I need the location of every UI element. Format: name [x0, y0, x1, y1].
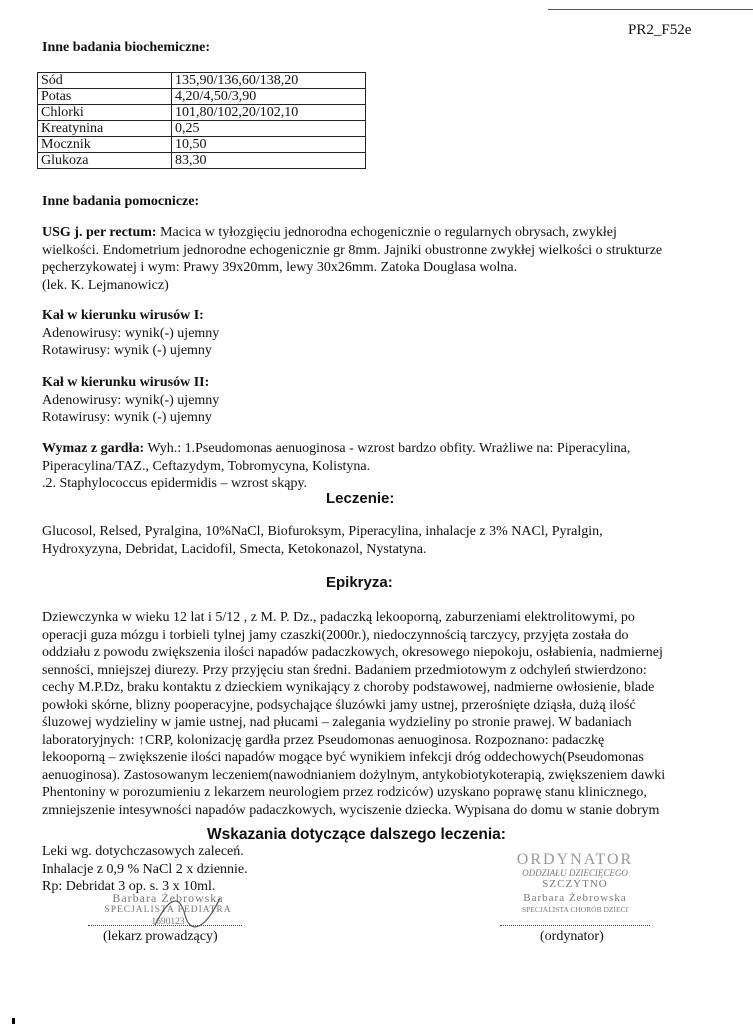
epicrisis-text [42, 609, 742, 819]
biochem-row [38, 153, 366, 169]
epicrisis-line: Phentoniny w porozumieniu z lekarzem neurologiem przez rodziców) uzyskano poprawę stanu klinicznego, [42, 785, 647, 800]
biochem-row [38, 121, 366, 137]
swab-label: Wymaz z gardła: [42, 441, 145, 456]
usg-text-1: Macica w tyłozgięciu jednorodna echogenicznie o regularnych obrysach, zwykłej [156, 225, 617, 240]
biochem-parameter: Kreatynina [38, 121, 172, 137]
biochem-parameter: Chlorki [38, 105, 172, 121]
biochem-row [38, 89, 366, 105]
right-stamp-city: SZCZYTNO [542, 878, 608, 890]
right-stamp-title: ORDYNATOR [516, 851, 634, 868]
throat-swab [42, 440, 722, 493]
biochem-heading: Inne badania biochemiczne: [42, 40, 211, 55]
document-code: PR2_F52e [628, 22, 692, 38]
usg-text-3: pęcherzykowatej i wym: Prawy 39x20mm, lewy 30x26mm. Zatoka Douglasa wolna. [42, 260, 518, 275]
treatment-line-2: Hydroxyzyna, Debridat, Lacidofil, Smecta, Ketokonazol, Nystatyna. [42, 541, 427, 557]
swab-text-3: .2. Staphylococcus epidermidis – wzrost skąpy. [42, 476, 308, 491]
treatment-heading: Leczenie: [326, 490, 395, 507]
treatment-line-1: Glucosol, Relsed, Pyralgina, 10%NaCl, Biofuroksym, Piperacylina, inhalacje z 3% NACl, Pyralgin, [42, 524, 603, 539]
left-stamp-title: SPECJALISTA PEDIATRA [104, 905, 232, 915]
stool-test-2 [42, 374, 219, 427]
epicrisis-heading: Epikryza: [326, 574, 393, 591]
recommendation-line-3: Rp: Debridat 3 op. s. 3 x 10ml. [42, 879, 216, 894]
stool-2-rota: Rotawirusy: wynik (-) ujemny [42, 410, 212, 425]
right-signature-line [500, 925, 650, 926]
epicrisis-line: Dziewczynka w wieku 12 lat i 5/12 , z M. P. Dz., padaczką lekooporną, zaburzeniami elektrolitowymi, po [42, 610, 635, 625]
stool-2-title: Kał w kierunku wirusów II: [42, 375, 210, 390]
left-signature [150, 890, 230, 930]
stool-1-rota: Rotawirusy: wynik (-) ujemny [42, 343, 212, 358]
epicrisis-line: laboratoryjnych: ↑CRP, kolonizację gardła przez Pseudomonas aenuoginosa. Rozpoznano: padaczkę [42, 732, 605, 748]
right-stamp-name: Barbara Żebrowska [523, 892, 627, 904]
stool-1-title: Kał w kierunku wirusów I: [42, 308, 204, 323]
epicrisis-line: śluzowej wydzieliny w jamie ustnej, nad płucami – zalegania wydzieliny po stronie prawej. W badaniach [42, 715, 632, 730]
right-caption: (ordynator) [540, 929, 604, 944]
swab-text-2: Piperacylina/TAZ., Ceftazydym, Tobromycyna, Kolistyna. [42, 458, 371, 474]
usg-text-4: (lek. K. Lejmanowicz) [42, 277, 169, 293]
biochem-row [38, 73, 366, 89]
stool-1-adeno: Adenowirusy: wynik(-) ujemny [42, 325, 220, 341]
stool-test-1 [42, 307, 219, 360]
usg-label: USG j. per rectum: [42, 225, 157, 240]
epicrisis-line: operacji guza mózgu i torbieli tylnej jamy czaszki(2000r.), niedoczynnością tarczycy, przyjęta została do [42, 627, 629, 643]
epicrisis-line: powłoki skórne, blizny pooperacyjne, podsychające śluzówki jamy ustnej, przerośnięte dziąsła, dużą ilość [42, 697, 636, 713]
scan-mark [12, 1018, 15, 1024]
biochem-parameter: Mocznik [38, 137, 172, 153]
usg-section [42, 224, 722, 294]
epicrisis-line: zmniejszenie intesywności napadów padaczkowych, wyciszenie dziecka. Wypisana do domu w stanie dobrym [42, 802, 660, 818]
biochem-value: 0,25 [172, 121, 366, 137]
epicrisis-line: senności, mniejszej diurezy. Przy przyjęciu stan średni. Badaniem przedmiotowym z odchyleń stwierdzono: [42, 662, 647, 678]
biochem-parameter: Glukoza [38, 153, 172, 169]
biochem-value: 101,80/102,20/102,10 [172, 105, 366, 121]
biochem-parameter: Potas [38, 89, 172, 105]
epicrisis-line: cechy M.P.Dz, braku kontaktu z dzieckiem wynikający z choroby podstawowej, nadmierne owłosienie, blade [42, 680, 655, 695]
left-stamp-number: 1690123 [151, 917, 185, 927]
treatment-text [42, 523, 722, 558]
biochem-row [38, 137, 366, 153]
recommendations-text [42, 843, 248, 896]
biochem-parameter: Sód [38, 73, 172, 89]
epicrisis-line: aenuoginosa). Zastosowanym leczeniem(nawodnianiem dożylnym, antykobiotykoterapią, zwiększeniem dawki [42, 767, 666, 783]
left-stamp-name: Barbara Żebrowska [112, 891, 224, 905]
recommendation-line-2: Inhalacje z 0,9 % NaCl 2 x dziennie. [42, 861, 248, 877]
aux-heading: Inne badania pomocnicze: [42, 194, 200, 209]
swab-text-1: Wyh.: 1.Pseudomonas aenuoginosa - wzrost bardzo obfity. Wrażliwe na: Piperacylina, [144, 441, 631, 456]
biochem-table [37, 72, 366, 169]
biochem-value: 4,20/4,50/3,90 [172, 89, 366, 105]
right-stamp-specialty: SPECJALISTA CHORÓB DZIECI [521, 905, 629, 914]
stool-2-adeno: Adenowirusy: wynik(-) ujemny [42, 392, 220, 408]
epicrisis-line: lekooporną – zwiększenie ilości napadów mogące być wynikiem infekcji dróg oddechowych(Pseudomonas [42, 750, 644, 765]
top-rule [548, 9, 753, 10]
right-stamp [490, 852, 660, 915]
left-caption: (lekarz prowadzący) [103, 929, 218, 944]
usg-text-2: wielkości. Endometrium jednorodne echogenicznie gr 8mm. Jajniki obustronne zwykłej wielkości o strukturze [42, 242, 663, 258]
biochem-row [38, 105, 366, 121]
biochem-value: 135,90/136,60/138,20 [172, 73, 366, 89]
left-signature-line [88, 925, 242, 926]
recommendation-line-1: Leki wg. dotychczasowych zaleceń. [42, 844, 244, 859]
epicrisis-line: oddziału z powodu zwiększenia ilości napadów padaczkowych, okresowego niepokoju, osłabienia, nadmiernej [42, 645, 663, 660]
right-stamp-ward: ODDZIAŁU DZIECIĘCEGO [522, 868, 628, 878]
biochem-value: 83,30 [172, 153, 366, 169]
biochem-value: 10,50 [172, 137, 366, 153]
recommendations-heading: Wskazania dotyczące dalszego leczenia: [207, 826, 506, 843]
